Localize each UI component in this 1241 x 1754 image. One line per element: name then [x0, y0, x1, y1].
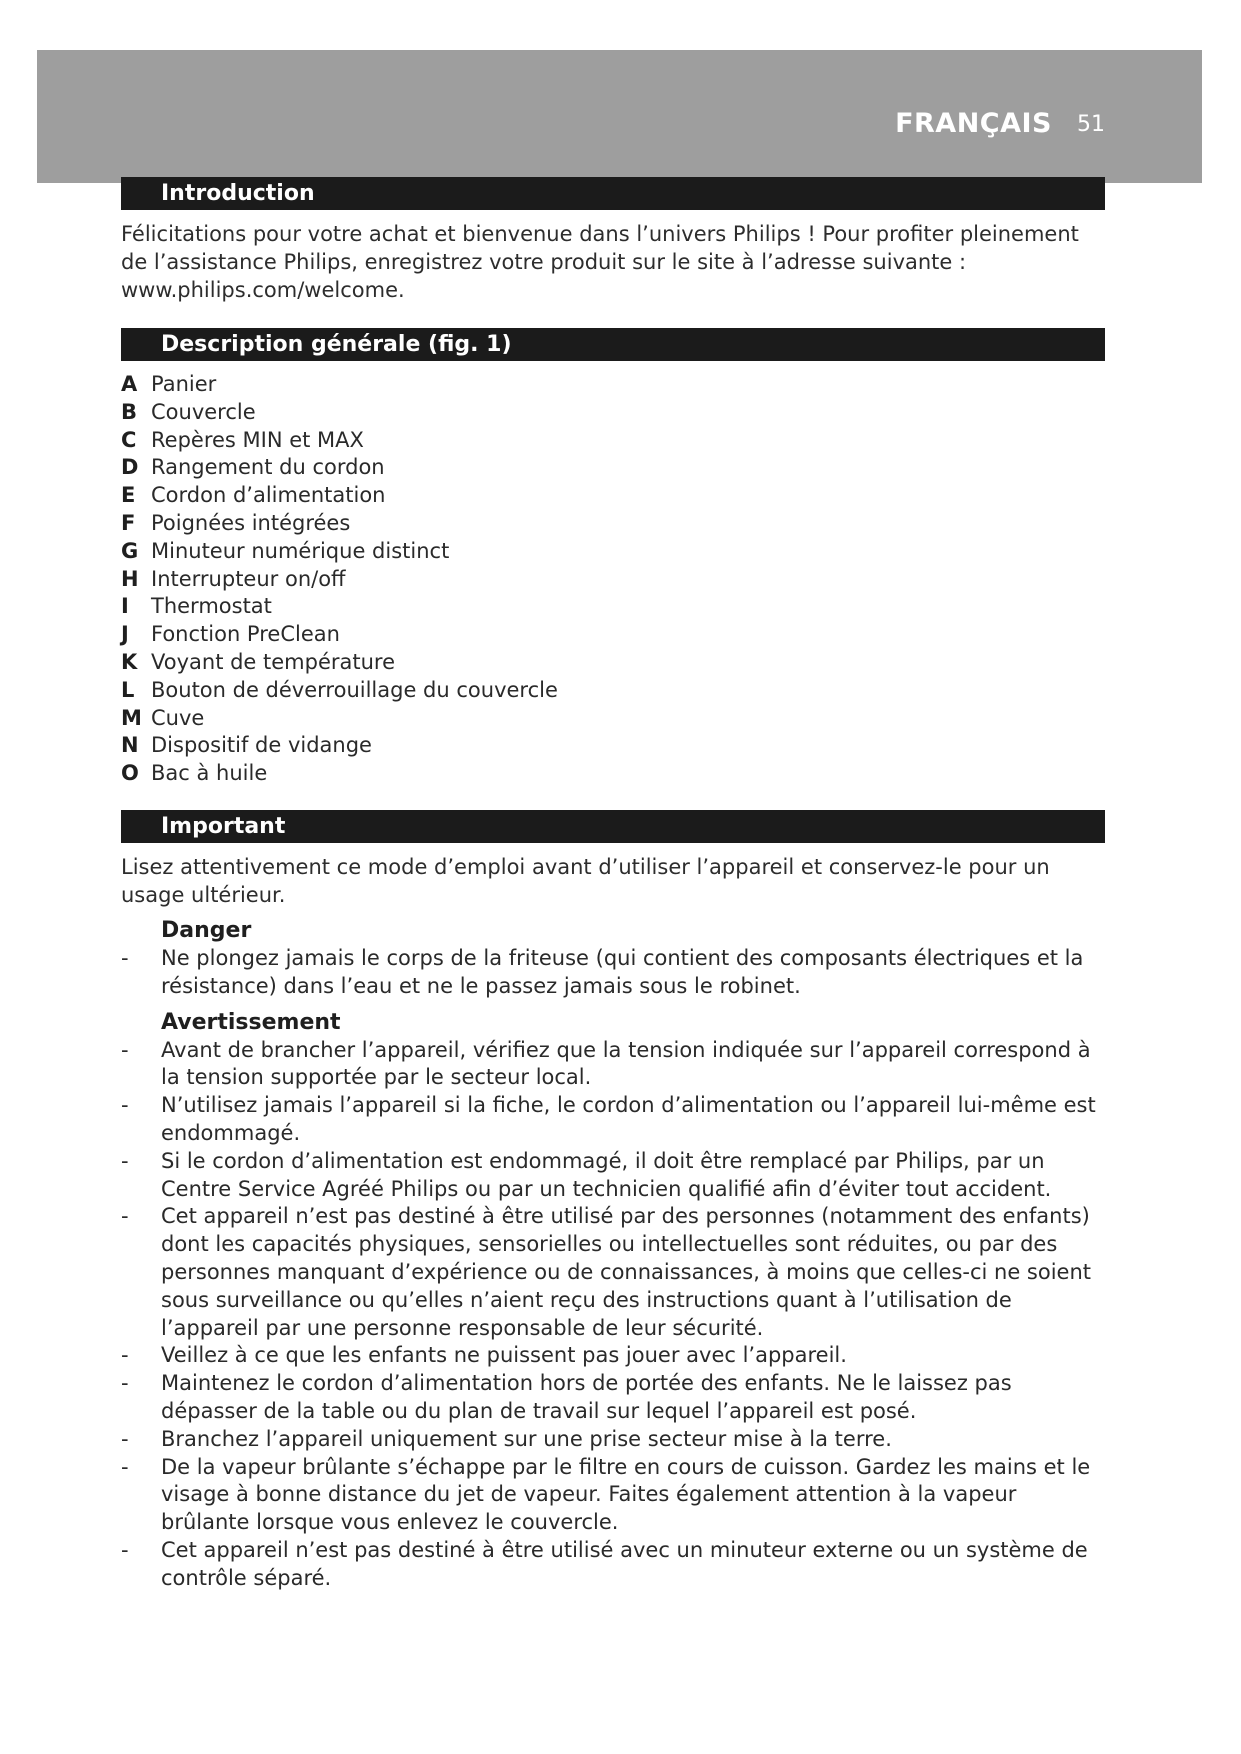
warning-list [121, 1037, 1105, 1593]
warning-heading: Avertissement [161, 1009, 341, 1035]
warning-item-text: N’utilisez jamais l’appareil si la fiche, le cordon d’alimentation ou l’appareil lui-même est endommagé. [161, 1093, 1096, 1145]
part-letter: O [121, 761, 139, 786]
page-header [37, 50, 1202, 183]
warning-item-text: Avant de brancher l’appareil, vérifiez que la tension indiquée sur l’appareil correspond à la tension supportée par le secteur local. [161, 1037, 1091, 1090]
part-letter: L [121, 677, 135, 702]
part-letter: D [121, 455, 139, 480]
part-letter: A [121, 372, 138, 396]
part-label: Fonction PreClean [151, 622, 340, 647]
part-label: Couvercle [151, 399, 256, 424]
list-item: - Branchez l’appareil uniquement sur une prise secteur mise à la terre. [121, 1426, 892, 1451]
warning-item-text: Veillez à ce que les enfants ne puissent pas jouer avec l’appareil. [161, 1343, 847, 1368]
part-label: Bac à huile [151, 761, 268, 786]
language-label: FRANÇAIS [895, 108, 1052, 139]
list-item: - Avant de brancher l’appareil, vérifiez que la tension indiquée sur l’appareil correspond à la tension supportée par le secteur local. [121, 1037, 1091, 1090]
parts-list [121, 371, 1105, 788]
part-label: Cordon d’alimentation [151, 483, 386, 508]
part-letter: N [121, 733, 139, 758]
part-label: Bouton de déverrouillage du couvercle [151, 677, 558, 702]
part-label: Poignées intégrées [151, 510, 351, 535]
part-letter: E [121, 483, 136, 508]
list-item [121, 482, 1105, 510]
list-item [121, 371, 1105, 399]
section-title-introduction: Introduction [121, 177, 1105, 210]
list-item: - Cet appareil n’est pas destiné à être utilisé avec un minuteur externe ou un système de contrôle séparé. [121, 1537, 1088, 1590]
warning-item-text: Si le cordon d’alimentation est endommagé, il doit être remplacé par Philips, par un Centre Service Agréé Philips ou par un technicien qualifié afin d’éviter tout accident. [161, 1148, 1052, 1201]
list-item: - Veillez à ce que les enfants ne puissent pas jouer avec l’appareil. [121, 1343, 847, 1368]
list-item [121, 510, 1105, 538]
part-letter: M [121, 705, 142, 730]
list-item: - De la vapeur brûlante s’échappe par le filtre en cours de cuisson. Gardez les mains et le visage à bonne distance du jet de vapeur. Faites également attention à la vapeur brûlante lorsque vous enlevez le couvercle. [121, 1454, 1091, 1535]
part-letter: G [121, 538, 139, 563]
list-item [121, 621, 1105, 649]
part-letter: H [121, 566, 139, 591]
part-letter: C [121, 427, 137, 452]
list-item [121, 649, 1105, 677]
list-item [121, 538, 1105, 566]
important-intro: Lisez attentivement ce mode d’emploi avant d’utiliser l’appareil et conservez-le pour un usage ultérieur. [121, 854, 1050, 907]
part-letter: I [121, 594, 129, 619]
list-item: - N’utilisez jamais l’appareil si la fiche, le cordon d’alimentation ou l’appareil lui-même est endommagé. [121, 1093, 1096, 1145]
danger-list [121, 945, 1105, 1001]
list-item: - Si le cordon d’alimentation est endommagé, il doit être remplacé par Philips, par un Centre Service Agréé Philips ou par un technicien qualifié afin d’éviter tout accident. [121, 1148, 1052, 1201]
warning-item-text: Cet appareil n’est pas destiné à être utilisé par des personnes (notamment des enfants) dont les capacités physiques, sensorielles ou intellectuelles sont réduites, ou par des personnes manquant d’expérience ou de connaissances, à moins que celles-ci ne soient sous surveillance ou qu’elles n’aient reçu des instructions quant à l’utilisation de l’appareil par une personne responsable de leur sécurité. [161, 1204, 1092, 1340]
part-label: Interrupteur on/off [151, 566, 346, 591]
list-item: - Maintenez le cordon d’alimentation hors de portée des enfants. Ne le laissez pas dépasser de la table ou du plan de travail sur lequel l’appareil est posé. [121, 1371, 1012, 1423]
warning-item-text: Maintenez le cordon d’alimentation hors de portée des enfants. Ne le laissez pas dépasser de la table ou du plan de travail sur lequel l’appareil est posé. [161, 1371, 1012, 1423]
part-label: Minuteur numérique distinct [151, 538, 450, 563]
list-item [121, 760, 1105, 788]
list-item [121, 732, 1105, 760]
section-title-description: Description générale (fig. 1) [121, 328, 1105, 361]
page-content [121, 177, 1105, 1592]
part-label: Dispositif de vidange [151, 733, 372, 758]
warning-item-text: De la vapeur brûlante s’échappe par le filtre en cours de cuisson. Gardez les mains et le visage à bonne distance du jet de vapeur. Faites également attention à la vapeur brûlante lorsque vous enlevez le couvercle. [161, 1454, 1091, 1535]
list-item [121, 593, 1105, 621]
part-label: Panier [151, 372, 217, 396]
list-item [121, 454, 1105, 482]
list-item: - Cet appareil n’est pas destiné à être utilisé par des personnes (notamment des enfants) dont les capacités physiques, sensorielles ou intellectuelles sont réduites, ou par des personnes manquant d’expérience ou de connaissances, à moins que celles-ci ne soient sous surveillance ou qu’elles n’aient reçu des instructions quant à l’utilisation de l’appareil par une personne responsable de leur sécurité. [121, 1204, 1092, 1340]
danger-heading: Danger [161, 917, 252, 943]
page-number: 51 [1077, 112, 1105, 137]
list-item: - Ne plongez jamais le corps de la friteuse (qui contient des composants électriques et la résistance) dans l’eau et ne le passez jamais sous le robinet. [121, 945, 1084, 998]
warning-item-text: Cet appareil n’est pas destiné à être utilisé avec un minuteur externe ou un système de contrôle séparé. [161, 1537, 1088, 1590]
part-label: Rangement du cordon [151, 455, 385, 480]
part-label: Cuve [151, 705, 205, 730]
list-item [121, 566, 1105, 594]
part-label: Thermostat [151, 594, 272, 619]
danger-item-text: Ne plongez jamais le corps de la friteuse (qui contient des composants électriques et la résistance) dans l’eau et ne le passez jamais sous le robinet. [161, 945, 1084, 998]
introduction-text: Félicitations pour votre achat et bienvenue dans l’univers Philips ! Pour profiter pleinement de l’assistance Philips, enregistrez votre produit sur le site à l’adresse suivante : www.philips.com/welcome. [121, 222, 1079, 302]
list-item [121, 677, 1105, 705]
section-title-important: Important [121, 810, 1105, 843]
part-letter: B [121, 399, 138, 424]
part-label: Repères MIN et MAX [151, 427, 364, 452]
part-letter: F [121, 510, 136, 535]
list-item [121, 427, 1105, 455]
list-item [121, 399, 1105, 427]
part-letter: J [121, 622, 129, 647]
warning-item-text: Branchez l’appareil uniquement sur une prise secteur mise à la terre. [161, 1426, 892, 1451]
list-item [121, 705, 1105, 733]
part-letter: K [121, 649, 138, 674]
part-label: Voyant de température [151, 649, 396, 674]
